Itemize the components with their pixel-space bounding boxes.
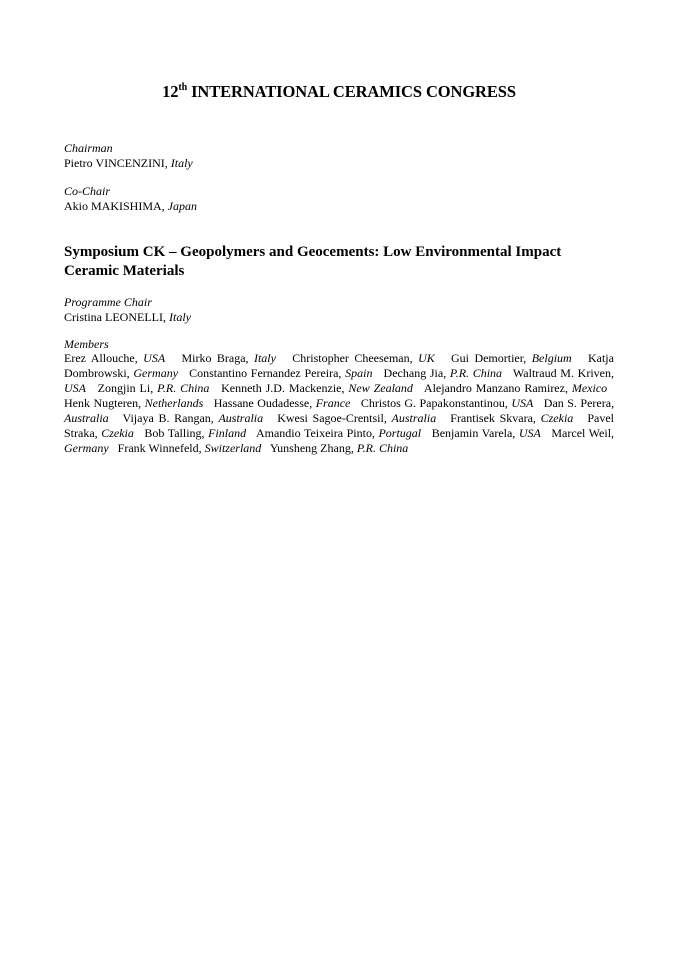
member-entry xyxy=(123,411,264,425)
member-entry xyxy=(256,426,421,440)
member-entry xyxy=(214,396,351,410)
chairman-label: Chairman xyxy=(64,141,113,155)
member-country: P.R. China xyxy=(449,366,503,380)
member-country: Germany xyxy=(64,441,109,455)
member-name: Marcel Weil, xyxy=(551,426,615,440)
members-list xyxy=(64,351,614,456)
programme-chair-name: Cristina LEONELLI, xyxy=(64,310,169,324)
member-country: Spain xyxy=(345,366,373,380)
programme-chair-label: Programme Chair xyxy=(64,295,152,309)
cochair-label: Co-Chair xyxy=(64,184,111,198)
member-entry xyxy=(64,351,165,365)
member-entry xyxy=(432,426,541,440)
member-name: Amandio Teixeira Pinto, xyxy=(255,426,379,440)
chairman-country: Italy xyxy=(170,156,193,170)
member-name: Kenneth J.D. Mackenzie, xyxy=(221,381,349,395)
member-name: Frank Winnefeld, xyxy=(117,441,205,455)
member-name: Erez Allouche, xyxy=(64,351,144,365)
member-name: Zongjin Li, xyxy=(97,381,158,395)
member-name: Hassane Oudadesse, xyxy=(213,396,316,410)
member-entry xyxy=(270,441,408,455)
member-country: Czekia xyxy=(540,411,574,425)
chairman-name: Pietro VINCENZINI, xyxy=(64,156,171,170)
member-name: Mirko Braga, xyxy=(181,351,254,365)
cochair-name: Akio MAKISHIMA, xyxy=(64,199,168,213)
cochair-entry xyxy=(64,199,614,214)
member-entry xyxy=(450,411,573,425)
members-label: Members xyxy=(64,337,109,351)
cochair-country: Japan xyxy=(167,199,197,213)
member-name: Henk Nugteren, xyxy=(64,396,145,410)
member-name: Dan S. Perera, xyxy=(543,396,615,410)
chairman-entry xyxy=(64,156,614,171)
member-name: Frantisek Skvara, xyxy=(450,411,541,425)
member-country: Finland xyxy=(208,426,247,440)
member-entry xyxy=(292,351,435,365)
member-name: Pavel Straka, xyxy=(64,411,615,440)
member-entry xyxy=(181,351,276,365)
member-name: Alejandro Manzano Ramirez, xyxy=(423,381,572,395)
congress-title xyxy=(0,80,678,104)
member-entry xyxy=(189,366,372,380)
member-country: Mexico xyxy=(571,381,608,395)
congress-number: 12 xyxy=(162,82,179,101)
member-country: Czekia xyxy=(101,426,134,440)
member-country: Belgium xyxy=(531,351,572,365)
congress-ordinal: th xyxy=(178,81,188,93)
programme-chair-entry xyxy=(64,310,614,325)
member-country: USA xyxy=(143,351,166,365)
member-country: Switzerland xyxy=(204,441,262,455)
member-country: Australia xyxy=(391,411,437,425)
member-entry xyxy=(64,396,203,410)
member-name: Waltraud M. Kriven, xyxy=(512,366,614,380)
programme-chair-block xyxy=(64,295,614,325)
member-country: New Zealand xyxy=(348,381,413,395)
member-name: Kwesi Sagoe-Crentsil, xyxy=(277,411,392,425)
member-name: Benjamin Varela, xyxy=(431,426,519,440)
member-entry xyxy=(277,411,436,425)
member-name: Yunsheng Zhang, xyxy=(269,441,357,455)
member-name: Katja Dombrowski, xyxy=(64,351,614,380)
member-entry xyxy=(361,396,533,410)
member-entry xyxy=(221,381,413,395)
member-country: USA xyxy=(518,426,541,440)
member-name: Bob Talling, xyxy=(144,426,209,440)
member-country: France xyxy=(315,396,351,410)
member-country: Portugal xyxy=(378,426,422,440)
cochair-block xyxy=(64,184,614,214)
member-name: Constantino Fernandez Pereira, xyxy=(189,366,346,380)
member-country: Netherlands xyxy=(144,396,204,410)
member-name: Vijaya B. Rangan, xyxy=(122,411,219,425)
member-entry xyxy=(144,426,246,440)
member-entry xyxy=(384,366,503,380)
member-country: USA xyxy=(511,396,534,410)
member-country: Germany xyxy=(133,366,179,380)
member-name: Gui Demortier, xyxy=(451,351,532,365)
member-country: UK xyxy=(418,351,435,365)
member-name: Christos G. Papakonstantinou, xyxy=(360,396,512,410)
member-country: Australia xyxy=(64,411,109,425)
member-entry xyxy=(118,441,262,455)
member-entry xyxy=(98,381,210,395)
member-country: Australia xyxy=(218,411,264,425)
congress-name: INTERNATIONAL CERAMICS CONGRESS xyxy=(187,82,516,101)
programme-chair-country: Italy xyxy=(168,310,191,324)
member-name: Christopher Cheeseman, xyxy=(292,351,419,365)
member-name: Dechang Jia, xyxy=(383,366,450,380)
member-country: USA xyxy=(64,381,86,395)
member-country: Italy xyxy=(253,351,276,365)
member-country: P.R. China xyxy=(356,441,409,455)
member-country: P.R. China xyxy=(157,381,210,395)
chairman-block xyxy=(64,141,614,171)
symposium-title: Symposium CK – Geopolymers and Geocements: Low Environmental Impact Ceramic Materials xyxy=(64,244,562,279)
member-entry xyxy=(424,381,607,395)
member-entry xyxy=(451,351,572,365)
